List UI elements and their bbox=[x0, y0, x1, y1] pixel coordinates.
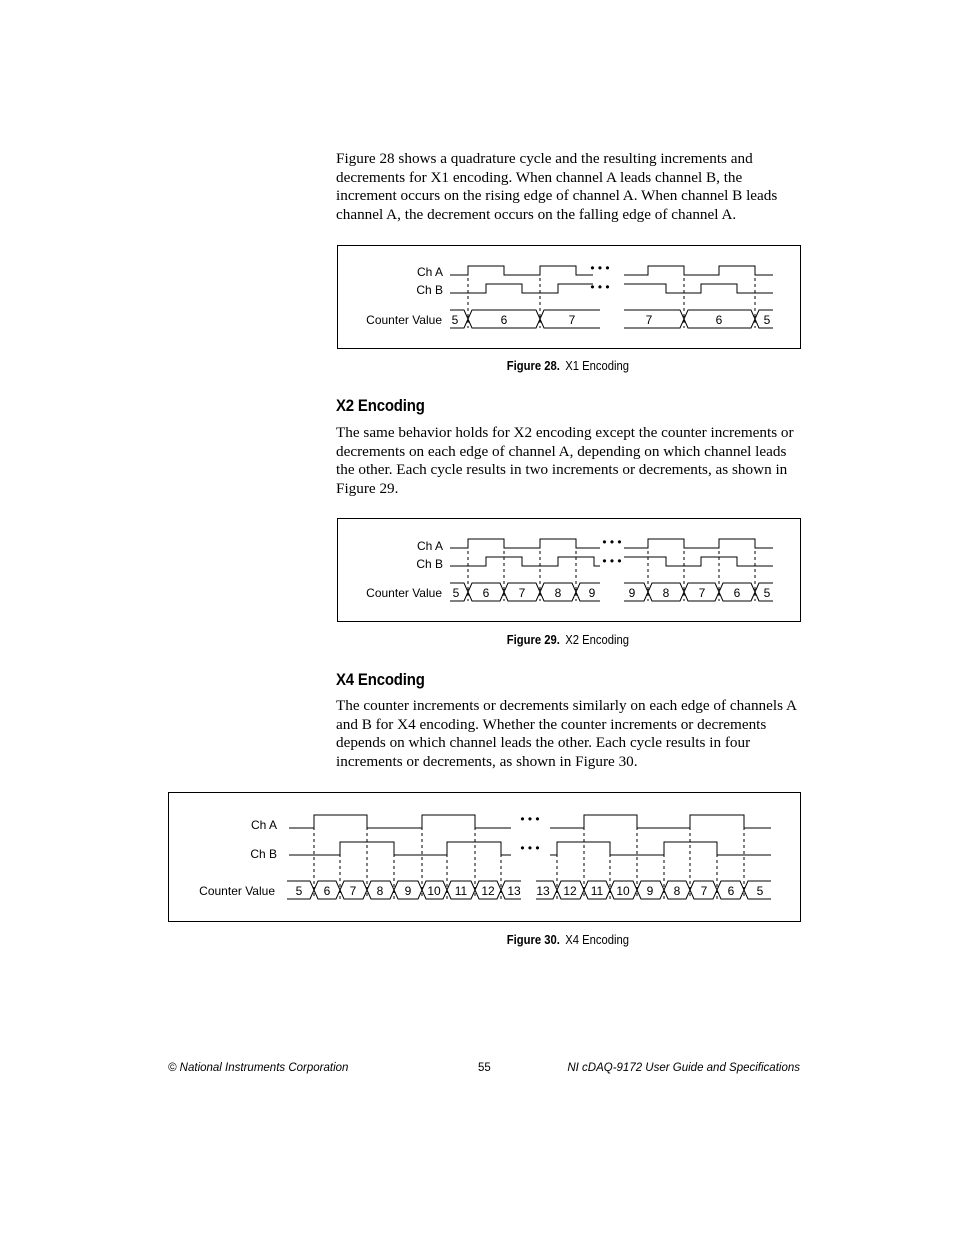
figure-29-caption-number: Figure 29. bbox=[506, 633, 560, 647]
counter-value: 5 bbox=[763, 586, 771, 600]
ellipsis-ch-b: • • • bbox=[520, 841, 540, 855]
figure-29-caption bbox=[57, 633, 916, 647]
x1-timing-diagram bbox=[338, 246, 800, 348]
ch-a-waveform-left bbox=[450, 539, 600, 548]
counter-value: 13 bbox=[536, 884, 550, 898]
counter-value: 12 bbox=[481, 884, 495, 898]
figure-30-caption bbox=[57, 933, 916, 947]
ch-a-waveform-left bbox=[289, 815, 511, 828]
x4-encoding-heading: X4 Encoding bbox=[336, 670, 425, 689]
figure-28-caption bbox=[57, 359, 916, 373]
counter-value: 9 bbox=[628, 586, 636, 600]
figure-30-caption-text: X4 Encoding bbox=[565, 933, 630, 947]
x4-timing-diagram bbox=[169, 793, 800, 921]
ch-b-waveform-right bbox=[550, 842, 771, 855]
counter-value: 6 bbox=[727, 884, 735, 898]
ch-a-waveform-right bbox=[624, 539, 773, 548]
ellipsis-ch-a: • • • bbox=[520, 812, 540, 826]
ellipsis-ch-a: • • • bbox=[602, 535, 622, 549]
counter-value: 11 bbox=[454, 884, 468, 898]
ch-a-waveform-left bbox=[450, 266, 593, 275]
counter-value: 11 bbox=[590, 884, 604, 898]
ch-b-waveform-left bbox=[289, 842, 511, 855]
figure-29-x2-encoding bbox=[337, 518, 801, 622]
counter-value-label: Counter Value bbox=[199, 884, 275, 898]
ch-a-waveform-right bbox=[550, 815, 771, 828]
counter-value: 12 bbox=[563, 884, 577, 898]
counter-value: 7 bbox=[518, 586, 526, 600]
figure-28-caption-text: X1 Encoding bbox=[565, 359, 630, 373]
ch-a-label: Ch A bbox=[416, 265, 443, 279]
counter-value: 13 bbox=[507, 884, 521, 898]
counter-value: 9 bbox=[646, 884, 654, 898]
counter-value: 8 bbox=[662, 586, 670, 600]
counter-value: 9 bbox=[404, 884, 412, 898]
ellipsis-ch-a: • • • bbox=[590, 261, 610, 275]
counter-value: 6 bbox=[482, 586, 490, 600]
x1-intro-paragraph: Figure 28 shows a quadrature cycle and the resulting increments and decrements for X1 encoding. When channel A leads channel B, the increment occurs on the rising edge of channel A. When channel B leads channel A, the decrement occurs on the falling edge of channel A. bbox=[336, 150, 778, 224]
ch-b-waveform-right bbox=[624, 557, 773, 566]
counter-value: 7 bbox=[698, 586, 706, 600]
ch-b-waveform-left bbox=[450, 284, 593, 293]
figure-28-caption-number: Figure 28. bbox=[506, 359, 560, 373]
ch-b-label: Ch B bbox=[416, 557, 443, 571]
counter-value: 6 bbox=[715, 313, 723, 327]
ch-b-label: Ch B bbox=[250, 847, 277, 861]
ch-a-label: Ch A bbox=[250, 818, 277, 832]
ch-b-waveform-left bbox=[450, 557, 600, 566]
ch-a-label: Ch A bbox=[416, 539, 443, 553]
counter-value: 5 bbox=[756, 884, 764, 898]
x2-timing-diagram bbox=[338, 519, 800, 621]
x2-encoding-paragraph: The same behavior holds for X2 encoding except the counter increments or decrements on each edge of channel A, depending on which channel leads the other. Each cycle results in two increments or decrements, as shown in Figure 29. bbox=[336, 424, 794, 498]
counter-value-label: Counter Value bbox=[366, 313, 442, 327]
ch-a-waveform-right bbox=[624, 266, 773, 275]
counter-value: 6 bbox=[323, 884, 331, 898]
counter-value: 7 bbox=[349, 884, 357, 898]
counter-bus-left bbox=[450, 310, 600, 328]
counter-value: 9 bbox=[588, 586, 596, 600]
counter-value: 8 bbox=[376, 884, 384, 898]
page-number: 55 bbox=[478, 1062, 491, 1074]
figure-30-x4-encoding bbox=[168, 792, 801, 922]
figure-30-caption-number: Figure 30. bbox=[506, 933, 560, 947]
footer-copyright: © National Instruments Corporation bbox=[168, 1062, 349, 1074]
x2-encoding-heading: X2 Encoding bbox=[336, 396, 425, 415]
counter-value: 5 bbox=[763, 313, 771, 327]
counter-value: 5 bbox=[451, 313, 459, 327]
figure-28-x1-encoding bbox=[337, 245, 801, 349]
footer-document-title: NI cDAQ-9172 User Guide and Specifications bbox=[567, 1062, 800, 1074]
ch-b-label: Ch B bbox=[416, 283, 443, 297]
counter-value: 8 bbox=[673, 884, 681, 898]
counter-value: 5 bbox=[452, 586, 460, 600]
counter-value: 7 bbox=[700, 884, 708, 898]
counter-value: 6 bbox=[733, 586, 741, 600]
ch-b-waveform-right bbox=[624, 284, 773, 293]
counter-value: 7 bbox=[568, 313, 576, 327]
ellipsis-ch-b: • • • bbox=[590, 280, 610, 294]
x4-encoding-paragraph: The counter increments or decrements similarly on each edge of channels A and B for X4 encoding. Whether the counter increments or decrements depends on which channel leads the other. Each cycle results in four increments or decrements, as shown in Figure 30. bbox=[336, 697, 797, 771]
counter-value: 10 bbox=[427, 884, 441, 898]
figure-29-caption-text: X2 Encoding bbox=[565, 633, 630, 647]
counter-value: 10 bbox=[616, 884, 630, 898]
ellipsis-ch-b: • • • bbox=[602, 554, 622, 568]
counter-value: 5 bbox=[295, 884, 303, 898]
counter-value: 7 bbox=[645, 313, 653, 327]
counter-value: 6 bbox=[500, 313, 508, 327]
counter-value: 8 bbox=[554, 586, 562, 600]
counter-value-label: Counter Value bbox=[366, 586, 442, 600]
